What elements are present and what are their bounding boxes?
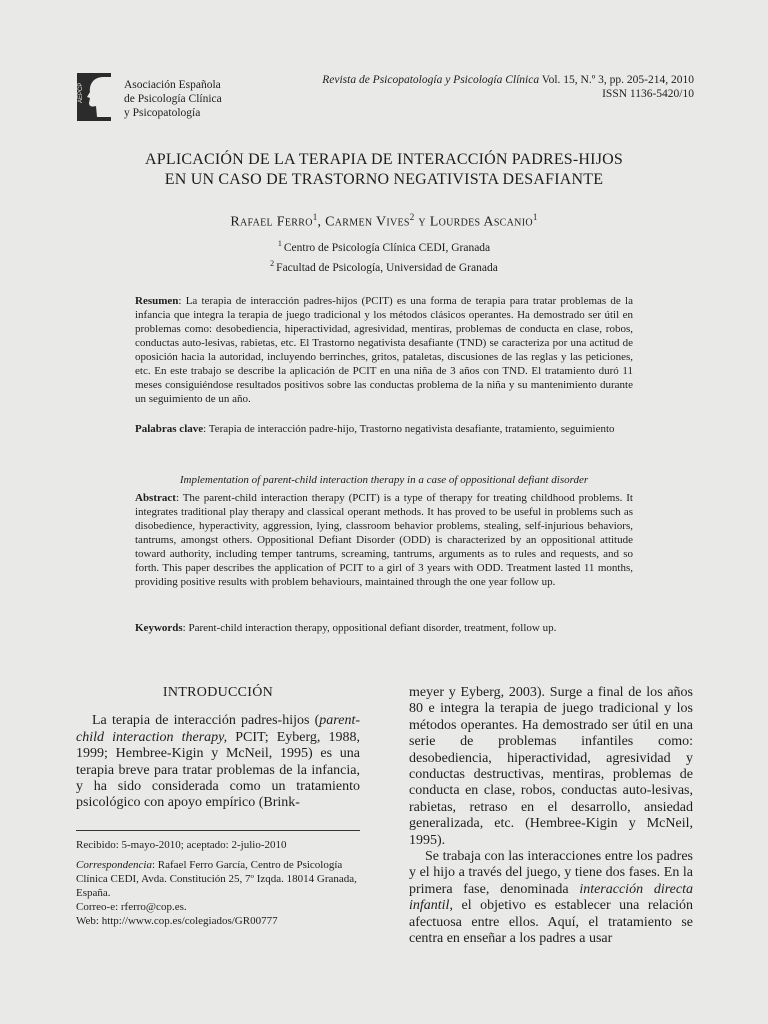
keywords-label: Keywords [135, 622, 183, 634]
affiliation: Facultad de Psicología, Universidad de Granada [276, 261, 498, 274]
body-paragraph [76, 713, 360, 811]
author-separator: y [414, 214, 430, 230]
author-affil-mark: 1 [532, 212, 538, 222]
correspondence-label: Correspondencia [76, 859, 152, 871]
english-title: Implementation of parent-child interaction therapy in a case of oppositional defiant disorder [179, 474, 589, 486]
society-name [124, 78, 222, 120]
title-line: EN UN CASO DE TRASTORNO NEGATIVISTA DESAFIANTE [164, 171, 604, 188]
journal-citation [322, 73, 694, 101]
body-column-left [76, 685, 360, 812]
section-heading: INTRODUCCIÓN [162, 685, 274, 700]
correspondence [76, 858, 364, 900]
authors [60, 212, 708, 231]
text-run: La terapia de interacción padres-hijos ( [92, 713, 320, 729]
affiliations [60, 236, 708, 276]
body-paragraph: meyer y Eyberg, 2003). Surge a final de los años 80 e integra la terapia de juego tradicional y los métodos operantes. Ha demostrado ser útil en una serie de problemas infantiles como: desobediencia, hiperactividad, agresividad y conductas destructivas, mentiras, problemas de conducta en clase, robos, conductas auto-lesivas, rabietas, retraso en el desarrollo, ansiedad generalizada, etc. (Hembree-Kigin y McNeil, 1995). [409, 685, 693, 848]
received-dates: Recibido: 5-mayo-2010; aceptado: 2-julio-2010 [76, 839, 287, 851]
keywords-text: : Parent-child interaction therapy, oppositional defiant disorder, treatment, follow up. [182, 622, 557, 634]
text-run: Se trabaja con las interacciones entre los padres y el hijo a través del juego, y tiene dos fases. En la primera fase, denominada [409, 849, 693, 897]
email: Correo-e: rferro@cop.es. [76, 901, 187, 913]
abstract [135, 491, 633, 589]
footnote-rule [76, 830, 360, 831]
body-paragraph [409, 849, 693, 947]
author-affil-mark: 1 [312, 212, 318, 222]
text-run: PCIT; Eyberg, 1988, 1999; Hembree-Kigin y McNeil, 1995) es una terapia breve para tratar problemas de la infancia, y ha sido considerada como un tratamiento psicológico con apoyo empírico (Brink- [76, 729, 361, 811]
resumen-text: : La terapia de interacción padres-hijos (PCIT) es una forma de terapia para tratar problemas de la infancia que integra la terapia de juego tradicional y los métodos clásicos operantes. Ha demostrado ser útil en problemas como: desobediencia, hiperactividad, agresividad, mentiras, problemas de conducta en clase, robos, conductas auto-lesivas, rabietas, etc. El Trastorno negativista desafiante (TND) se caracteriza por una actitud de oposición hacia la autoridad, incluyendo berrinches, gritos, pataletas, discusiones de las reglas y las peticiones, etc. En este trabajo se describe la aplicación de PCIT en una niña de 3 años con TND. El tratamiento duró 11 meses consiguiéndose resultados positivos sobre las conductas problema de la niña y su mantenimiento durante un seguimiento de un año. [135, 295, 633, 405]
text-run-italic: interacción directa infantil [409, 881, 693, 914]
website: Web: http://www.cop.es/colegiados/GR00777 [76, 915, 278, 927]
head-profile-icon [77, 73, 111, 121]
abstract-label: Abstract [135, 492, 176, 504]
abstract-text: : The parent-child interaction therapy (PCIT) is a type of therapy for treating childhood problems. It integrates traditional play therapy and classical operant methods. It has proved to be useful in problems such as disobedience, hyperactivity, aggression, lying, classroom behavior problems, stealing, self-injurious behaviors, tantrums, amongst others. Oppositional Defiant Disorder (ODD) is characterized by an oppositional attitude toward authority, including temper tantrums, screaming, tantrums, arguments as to rules and requests, and so forth. This paper describes the application of PCIT to a girl of 3 years with ODD. Treatment lasted 11 months, providing positive results with problem behaviours, maintained through the one year follow up. [135, 492, 633, 588]
palabras-clave-label: Palabras clave [135, 423, 204, 435]
affiliation: Centro de Psicología Clínica CEDI, Granada [283, 241, 491, 254]
text-run: , el objetivo es establecer una relación afectuosa entre ellos. Aquí, el tratamiento se centra en enseñar a los padres a usar [409, 898, 693, 947]
issn: ISSN 1136-5420/10 [602, 88, 694, 100]
author-affil-mark: 2 [409, 212, 415, 222]
society-line: de Psicología Clínica [124, 93, 222, 105]
affil-mark: 2 [270, 258, 275, 268]
journal-details: Vol. 15, N.º 3, pp. 205-214, 2010 [541, 74, 694, 86]
resumen [135, 294, 633, 406]
text-run-italic: parent-child interaction therapy, [76, 713, 360, 745]
resumen-label: Resumen [135, 295, 179, 307]
article-title [60, 150, 708, 190]
society-line: Asociación Española [124, 79, 221, 91]
author-name: Rafael Ferro [230, 214, 313, 230]
palabras-clave-text: : Terapia de interacción padre-hijo, Trastorno negativista desafiante, tratamiento, seguimiento [203, 423, 615, 435]
author-separator: , [317, 214, 326, 230]
affil-mark: 1 [277, 239, 282, 248]
author-name: Carmen Vives [325, 214, 410, 230]
palabras-clave [135, 422, 633, 436]
correspondence-text: : Rafael Ferro García, Centro de Psicología Clínica CEDI, Avda. Constitución 25, 7º Izqda. 18014 Granada, España. [76, 859, 357, 899]
keywords [135, 621, 633, 635]
society-logo [77, 73, 111, 121]
title-line: APLICACIÓN DE LA TERAPIA DE INTERACCIÓN PADRES-HIJOS [145, 151, 623, 168]
body-column-right [409, 685, 693, 948]
society-line: y Psicopatología [124, 107, 201, 119]
author-name: Lourdes Ascanio [429, 214, 533, 230]
logo-text: AEPCP [78, 82, 84, 103]
journal-name: Revista de Psicopatología y Psicología Clínica [322, 74, 540, 86]
footnote [76, 838, 364, 928]
